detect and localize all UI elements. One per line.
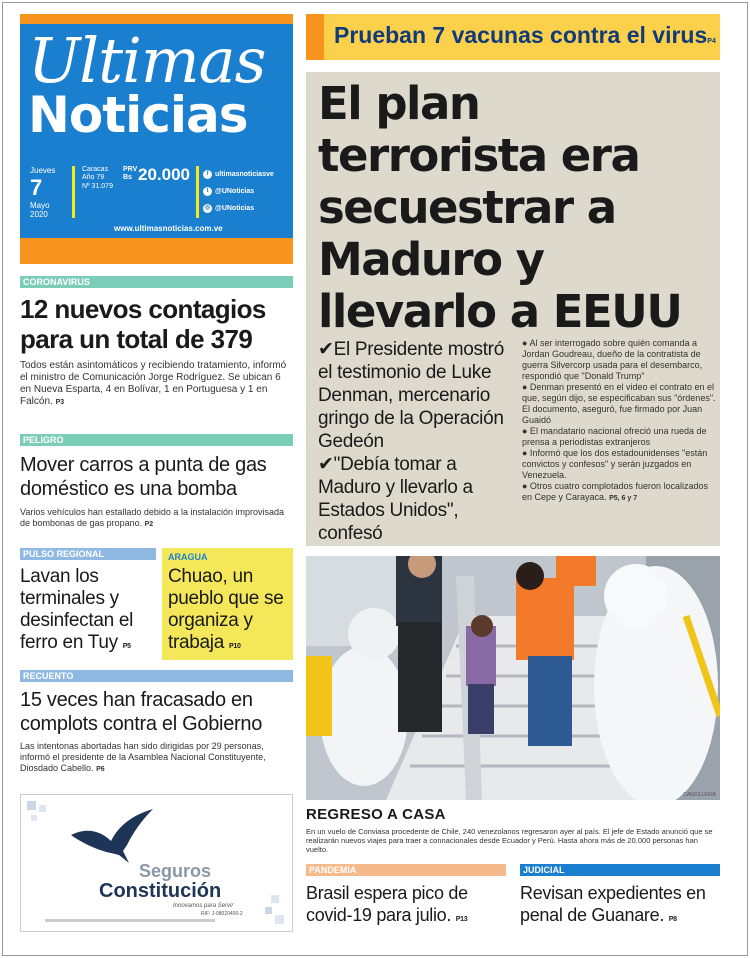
bullet-item: ● El mandatario nacional ofreció una rueda de prensa a periodistas extranjeros (522, 426, 707, 447)
story-headline-text: Revisan expedientes en penal de Guanare. (520, 883, 706, 925)
photo-caption-body: En un vuelo de Conviasa procedente de Chile, 240 venezolanos regresaron ayer al país. El jefe de Estado anunció que se realizarán nuevos viajes para traer a connacionales desde Ecuador y Perú. Hasta ahora más de 20.000 personas han vuelto. (306, 827, 713, 854)
issue-number: Nº 31.079 (82, 182, 113, 190)
deck-point-1: ✔El Presidente mostró el testimonio de Luke Denman, mercenario gringo de la Operación Gedeón (318, 339, 504, 452)
story-pandemia[interactable] (306, 864, 506, 931)
story-headline (520, 882, 720, 931)
story-peligro[interactable] (20, 434, 293, 530)
news-photo[interactable] (306, 556, 720, 800)
twitter-icon: t (203, 187, 212, 196)
story-judicial[interactable] (520, 864, 720, 931)
city: Caracas (82, 166, 109, 173)
story-body-text: Las intentonas abortadas han sido dirigidas por 29 personas, informó el presidente de la Asamblea Nacional Constituyente, Diosdado Cabello. (20, 741, 266, 773)
divider (196, 166, 199, 218)
main-story[interactable] (306, 72, 720, 546)
story-body (20, 360, 293, 409)
story-body-text: Todos están asintomáticos y recibiendo tratamiento, informó el ministro de Comunicación Jorge Rodríguez. Se ubican 6 en Nueva Esparta, 4 en Bolívar, 1 en Portuguesa y 1 en Falcón. (20, 360, 287, 407)
story-headline: Mover carros a punta de gas doméstico es una bomba (20, 454, 267, 500)
page-ref: P2 (144, 521, 154, 528)
main-bullets (522, 338, 716, 504)
masthead-title-line1: Ultimas (28, 24, 266, 97)
page-ref: P4 (707, 38, 716, 45)
main-deck (318, 338, 514, 545)
page-ref: P8 (668, 916, 677, 923)
social-links (203, 166, 274, 217)
story-pulso-regional[interactable] (20, 548, 156, 658)
page-ref: P5 (122, 643, 131, 650)
story-headline (306, 882, 506, 931)
bullet-item (522, 481, 716, 504)
photo-caption-title: REGRESO A CASA (306, 806, 446, 823)
ad-fineprint (45, 919, 215, 922)
section-kicker: CORONAVIRUS (20, 276, 293, 288)
banner-headline (334, 22, 716, 49)
year: 2020 (30, 210, 48, 220)
issue-date (30, 166, 66, 220)
eagle-logo-icon (67, 805, 157, 867)
story-aragua[interactable] (162, 548, 293, 660)
page-ref: P6 (96, 766, 105, 773)
bullet-text: ● Otros cuatro complotados fueron localizados en Cepe y Carayaca. (522, 481, 709, 502)
photo-illustration (306, 556, 720, 800)
story-headline-text: Chuao, un pueblo que se organiza y trabaja (168, 566, 284, 653)
section-kicker: PULSO REGIONAL (20, 548, 156, 560)
top-banner[interactable] (306, 14, 720, 60)
deck-point-2: ✔"Debía tomar a Maduro y llevarlo a Estados Unidos", confesó (318, 454, 473, 544)
price-label-2: Bs (123, 174, 132, 182)
section-kicker: ARAGUA (168, 552, 208, 562)
social-handle: ultimasnoticiasve (215, 171, 274, 178)
section-kicker: JUDICIAL (520, 864, 720, 876)
masthead[interactable] (20, 14, 293, 264)
story-body (20, 507, 293, 530)
instagram-icon: ◎ (204, 204, 211, 211)
bullet-item: ● Denman presentó en el video el contrato en el que, según dijo, se especificaban sus "órdenes". El documento, aseguró, fue firmado por Juan Guaidó (522, 382, 716, 425)
story-headline: 15 veces han fracasado en complots contra el Gobierno (20, 689, 263, 735)
price: 20.000 (138, 165, 190, 184)
section-kicker: RECUENTO (20, 670, 293, 682)
banner-stripe (306, 14, 324, 60)
section-kicker: PANDEMIA (306, 864, 506, 876)
ad-rif: RIF: J-08020400-2 (201, 911, 243, 917)
twitter-link[interactable] (203, 183, 274, 200)
ad-brand-line1: Seguros (139, 861, 212, 881)
weekday: Jueves (30, 166, 56, 175)
story-body-text: Varios vehículos han estallado debido a la instalación improvisada de bombonas de gas propano. (20, 507, 284, 528)
advertisement[interactable] (20, 794, 293, 932)
facebook-icon: f (203, 170, 212, 179)
page-ref: P3 (55, 399, 65, 406)
main-headline: El plan terrorista era secuestrar a Maduro y llevarlo a EEUU (318, 77, 682, 338)
ad-decoration (265, 895, 289, 925)
bullet-item: ● Informó que los dos estadounidenses "están convictos y confesos" y serán juzgados en Venezuela. (522, 448, 708, 480)
facebook-link[interactable] (203, 166, 274, 183)
story-headline (168, 566, 287, 658)
photo-credit: CANCILLERÍA (683, 792, 716, 798)
banner-headline-text: Prueban 7 vacunas contra el virus (334, 22, 708, 48)
page-ref: P13 (455, 916, 468, 923)
instagram-link[interactable] (203, 200, 274, 217)
price-label-1: PRV (123, 166, 138, 173)
month: Mayo (30, 201, 50, 211)
issue-info (82, 166, 122, 191)
social-handle: @UNoticias (215, 188, 255, 195)
ad-decoration (27, 801, 55, 829)
divider (72, 166, 75, 218)
price-label (123, 166, 137, 183)
story-body (20, 741, 293, 775)
story-recuento[interactable] (20, 670, 293, 775)
masthead-title-line2: Noticias (28, 86, 248, 144)
ad-tagline: Innovamos para Servir (173, 903, 234, 909)
website-link[interactable]: www.ultimasnoticias.com.ve (114, 224, 223, 233)
story-headline-text: Lavan los terminales y desinfectan el ferro en Tuy (20, 566, 134, 653)
issue-year: Año 79 (82, 174, 105, 182)
day-number: 7 (30, 175, 43, 201)
ad-brand-line2: Constitución (99, 880, 222, 902)
section-kicker: PELIGRO (20, 434, 293, 446)
page-ref: P10 (228, 643, 241, 650)
story-headline-text: Brasil espera pico de covid-19 para julio. (306, 883, 468, 925)
story-headline: 12 nuevos contagios para un total de 379 (20, 294, 266, 354)
page-ref: P5, 6 y 7 (609, 495, 638, 502)
bullet-item: ● Al ser interrogado sobre quién comanda a Jordan Goudreau, dueño de la contratista de guerra Silvercorp usada para el desembarco, respondió que "Donald Trump" (522, 338, 703, 381)
social-handle: @UNoticias (215, 205, 255, 212)
story-coronavirus[interactable] (20, 276, 293, 409)
story-headline (20, 566, 156, 658)
